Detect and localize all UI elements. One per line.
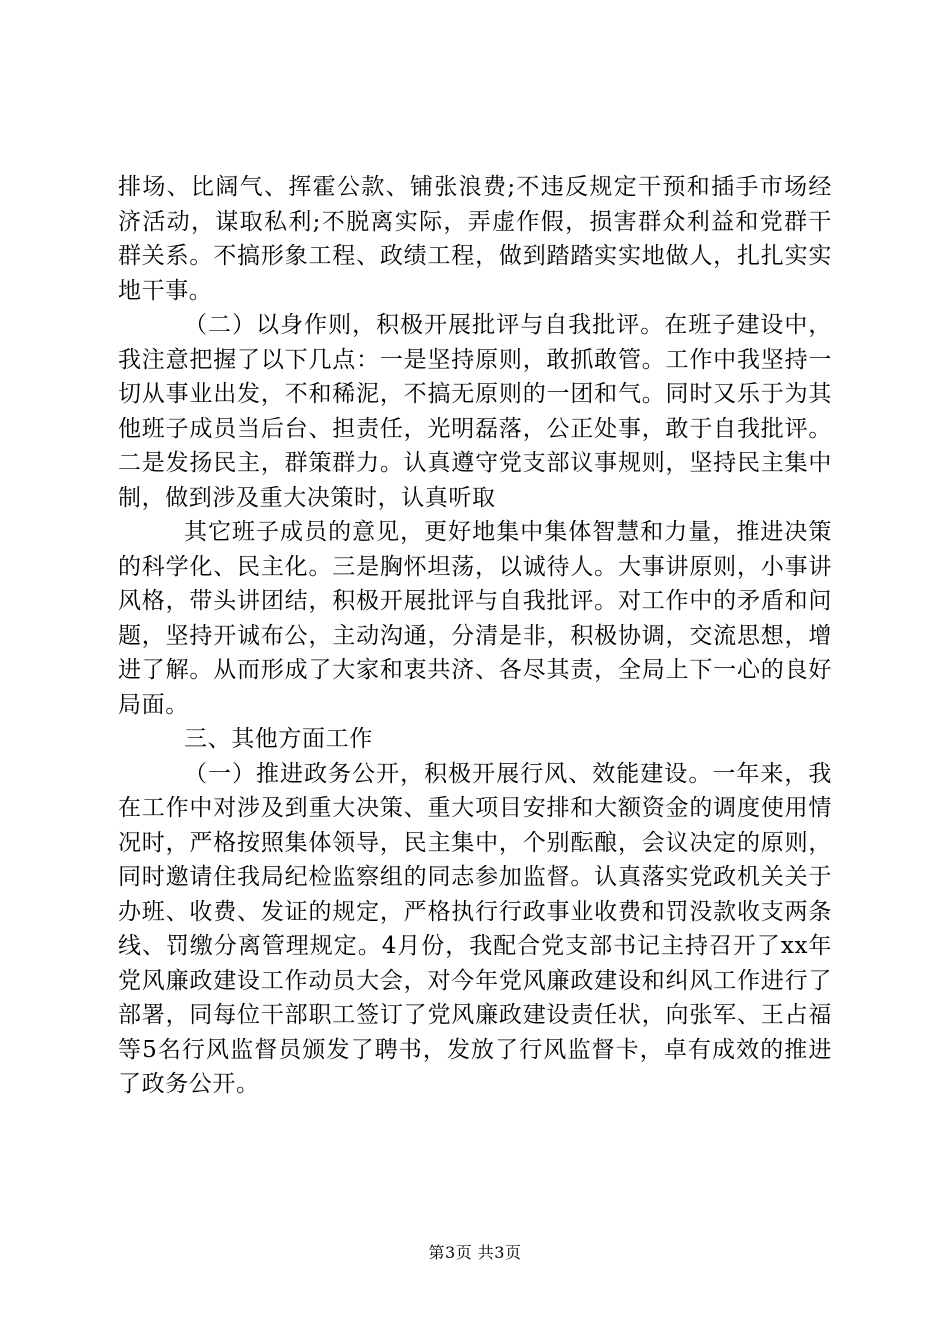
paragraph-team-opinions: 其它班子成员的意见，更好地集中集体智慧和力量，推进决策的科学化、民主化。三是胸怀坦荡，以诚待人。大事讲原则，小事讲风格，带头讲团结，积极开展批评与自我批评。对工作中的矛盾和问题，坚持开诚布公，主动沟通，分清是非，积极协调，交流思想，增进了解。从而形成了大家和衷共济、各尽其责，全局上下一心的良好局面。 — [118, 519, 832, 718]
page-number-footer: 第3页 共3页 — [428, 1243, 522, 1262]
document-body — [118, 170, 832, 1102]
paragraph-government-affairs: （一）推进政务公开，积极开展行风、效能建设。一年来，我在工作中对涉及到重大决策、重大项目安排和大额资金的调度使用情况时，严格按照集体领导，民主集中，个别酝酿，会议决定的原则，同时邀请住我局纪检监察组的同志参加监督。认真落实党政机关关于办班、收费、发证的规定，严格执行行政事业收费和罚没款收支两条线、罚缴分离管理规定。4月份，我配合党支部书记主持召开了xx年党风廉政建设工作动员大会，对今年党风廉政建设和纠风工作进行了部署，同每位干部职工签订了党风廉政建设责任状，向张军、王占福等5名行风监督员颁发了聘书，发放了行风监督卡，卓有成效的推进了政务公开。 — [118, 760, 832, 1097]
paragraph-continuation: 排场、比阔气、挥霍公款、铺张浪费;不违反规定干预和插手市场经济活动，谋取私利;不脱离实际，弄虚作假，损害群众利益和党群干群关系。不搞形象工程、政绩工程，做到踏踏实实地做人，扎扎实实地干事。 — [118, 174, 832, 304]
section-heading-other-work: 三、其他方面工作 — [184, 726, 373, 752]
paragraph-self-criticism: （二）以身作则，积极开展批评与自我批评。在班子建设中，我注意把握了以下几点：一是坚持原则，敢抓敢管。工作中我坚持一切从事业出发，不和稀泥，不搞无原则的一团和气。同时又乐于为其他班子成员当后台、担责任，光明磊落，公正处事，敢于自我批评。二是发扬民主，群策群力。认真遵守党支部议事规则，坚持民主集中制，做到涉及重大决策时，认真听取 — [118, 312, 832, 511]
